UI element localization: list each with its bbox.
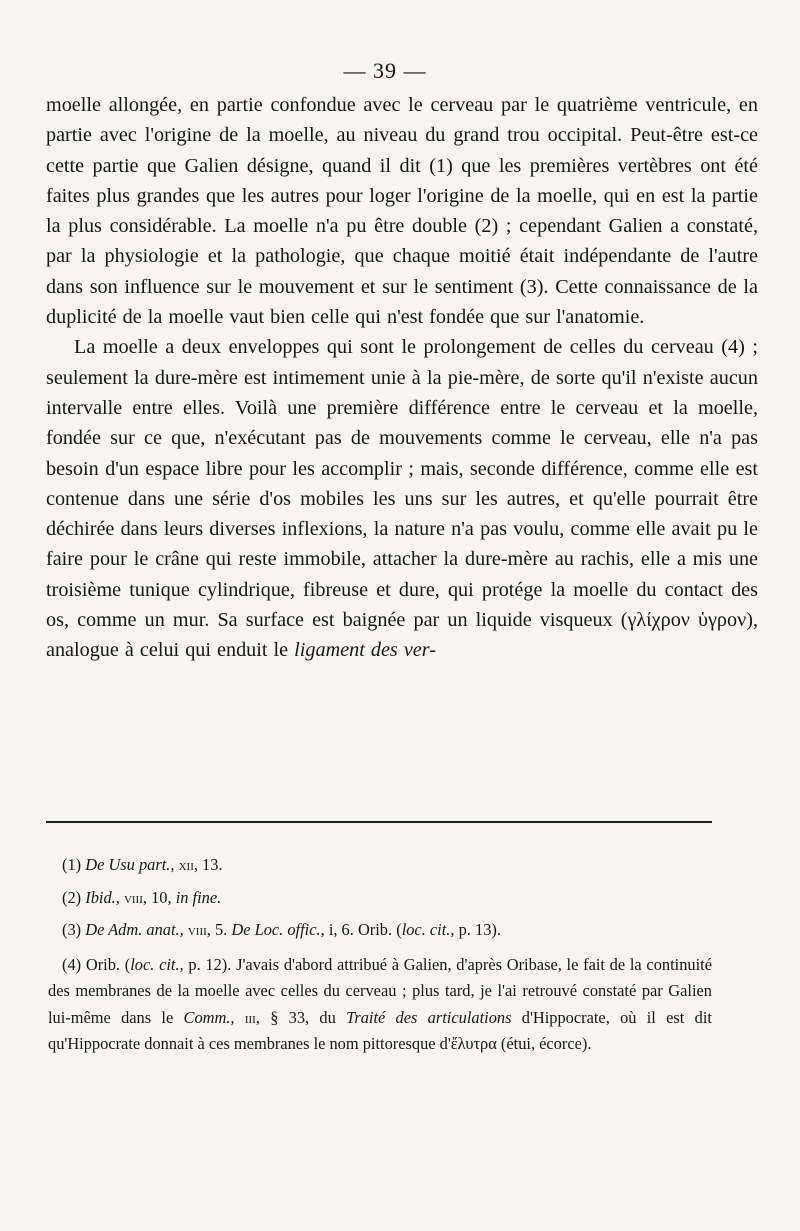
footnote-2-number: (2) <box>62 887 82 907</box>
footnote-4-a: Orib. <box>85 954 121 974</box>
footnote-4-open: ( <box>124 954 131 974</box>
footnote-3-ref-2: i, 6. Orib. <box>328 920 393 939</box>
footnote-3-work-2: De Loc. offic., <box>231 920 325 939</box>
footnote-3-close: p. 13). <box>458 920 501 939</box>
footnote-4-number: (4) <box>62 954 82 974</box>
footnote-2-work: Ibid., <box>85 887 120 907</box>
footnote-3-number: (3) <box>62 920 82 939</box>
footnote-1 <box>48 852 712 879</box>
footnote-3-open: ( <box>396 920 402 939</box>
footnote-3 <box>48 917 712 944</box>
footnote-2-extra: in fine. <box>175 887 222 907</box>
footnote-2 <box>48 885 712 912</box>
paragraph-2 <box>46 332 758 665</box>
footnote-1-work: De Usu part., <box>85 855 175 874</box>
paragraph-2-tail: ligament des ver- <box>294 639 436 662</box>
footnote-3-work-1: De Adm. anat., <box>85 920 184 939</box>
footnote-1-number: (1) <box>62 855 82 874</box>
paragraph-2-text: La moelle a deux enveloppes qui sont le prolongement de celles du cerveau (4) ; seulement la dure-mère est intimement unie à la pie-mère, de sorte qu'il n'existe aucun intervalle entre elles. Voilà une première différence entre le cerveau et la moelle, fondée sur ce que, n'exécutant pas de mouvements comme le cerveau, elle n'a pas besoin d'un espace libre pour les accomplir ; mais, seconde différence, comme elle est contenue dans une série d'os mobiles les uns sur les autres, et qu'elle pourrait être déchirée dans leurs diverses inflexions, la nature n'a pas voulu, comme elle avait pu le faire pour le crâne qui reste immobile, attacher la dure-mère au rachis, elle a mis une troisième tunique cylindrique, fibreuse et dure, qui protége la moelle du contact des os, comme un mur. Sa surface est baignée par un liquide visqueux (γλίχρον ὑγρον), analogue à celui qui enduit le <box>46 336 758 662</box>
footnote-3-loc: loc. cit., <box>401 920 455 939</box>
paragraph-1: moelle allongée, en partie confondue avec le cerveau par le quatrième ventricule, en partie avec l'origine de la moelle, au niveau du grand trou occipital. Peut-être est-ce cette partie que Galien désigne, quand il dit (1) que les premières vertèbres ont été faites plus grandes que les autres pour loger l'origine de la moelle, qui en est la partie la plus considérable. La moelle n'a pu être double (2) ; cependant Galien a constaté, par la physiologie et la pathologie, que chaque moitié était indépendante de l'autre dans son influence sur le mouvement et sur le sentiment (3). Cette connaissance de la duplicité de la moelle vaut bien celle qui n'est fondée que sur l'anatomie. <box>46 94 758 329</box>
footnote-4-c: § 33, du <box>270 1007 336 1027</box>
footnote-4-loc: loc. cit., <box>130 954 184 974</box>
footnote-4 <box>48 952 712 1058</box>
footnote-2-ref: viii, 10, <box>123 887 172 907</box>
footnote-4-comm: Comm., <box>183 1007 235 1027</box>
footnote-4-vol: iii, <box>244 1007 260 1027</box>
footnote-4-d: d'Hippocrate, où il est dit qu'Hippocrate donnait à ces membranes le nom pittoresque d'ἔλυτρα (étui, écorce). <box>48 1007 712 1053</box>
footnote-1-ref: xii, 13. <box>178 855 223 874</box>
footnotes <box>48 852 712 1064</box>
footnote-4-traite: Traité des articulations <box>346 1007 512 1027</box>
main-text <box>46 90 758 666</box>
footnote-divider <box>46 821 712 823</box>
footnote-4-b: p. 12). J'avais d'abord attribué à Galien, d'après Oribase, le fait de la continuité des membranes de la moelle avec celles du cerveau ; plus tard, je l'ai retrouvé constaté par Galien lui-même dans le <box>48 954 712 1027</box>
footnote-3-ref-1: viii, 5. <box>187 920 228 939</box>
page-number: — 39 — <box>343 58 427 83</box>
